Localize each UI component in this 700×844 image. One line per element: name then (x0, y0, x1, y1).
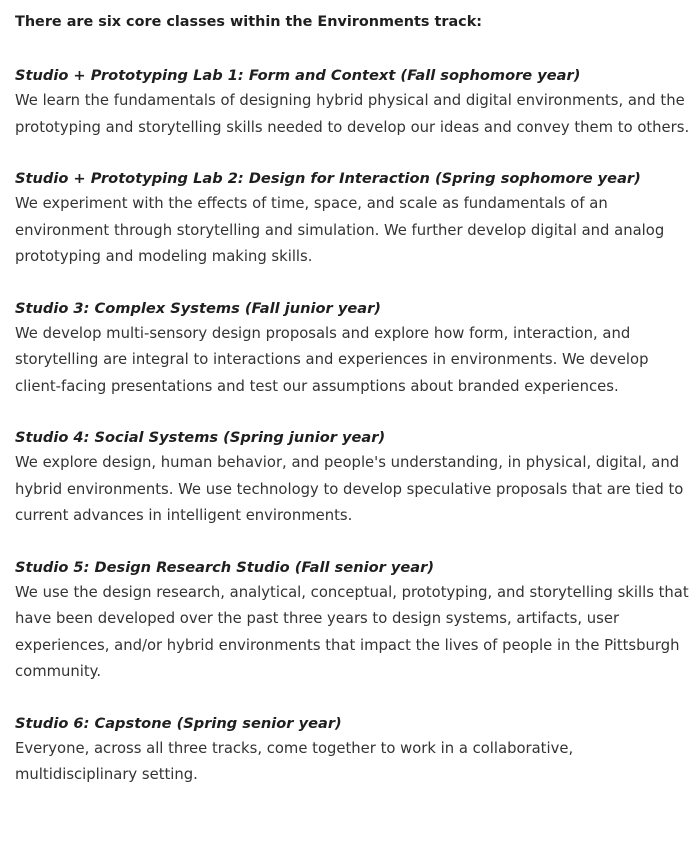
course-title: Studio 4: Social Systems (Spring junior year) (15, 429, 386, 446)
course-block (15, 296, 692, 401)
course-description: We use the design research, analytical, conceptual, prototyping, and storytelling skills that have been developed over the past three years to design systems, artifacts, user experiences, and/or hybrid environments that impact the lives of people in the Pittsburgh community. (15, 583, 689, 680)
course-description: We experiment with the effects of time, space, and scale as fundamentals of an environment through storytelling and simulation. We further develop digital and analog prototyping and modeling making skills. (15, 195, 665, 265)
course-block (15, 425, 692, 530)
course-title: Studio + Prototyping Lab 1: Form and Context (Fall sophomore year) (15, 67, 581, 84)
course-title: Studio 6: Capstone (Spring senior year) (15, 714, 342, 732)
course-block (15, 555, 692, 686)
course-description: We explore design, human behavior, and people's understanding, in physical, digital, and hybrid environments. We use technology to develop speculative proposals that are tied to current advances in intelligent environments. (15, 454, 684, 524)
course-description: Everyone, across all three tracks, come together to work in a collaborative, multidisciplinary setting. (15, 739, 574, 783)
course-block (15, 63, 692, 141)
course-description: We learn the fundamentals of designing hybrid physical and digital environments, and the prototyping and storytelling skills needed to develop our ideas and convey them to others. (15, 92, 690, 136)
course-title: Studio 3: Complex Systems (Fall junior year) (15, 299, 381, 317)
course-block (15, 711, 692, 789)
intro-heading: There are six core classes within the Environments track: (15, 14, 483, 30)
course-description: We develop multi-sensory design proposals and explore how form, interaction, and storytelling are integral to interactions and experiences in environments. We develop client-facing presentations and test our assumptions about branded experiences. (15, 324, 649, 395)
course-title: Studio 5: Design Research Studio (Fall senior year) (15, 558, 435, 576)
course-title: Studio + Prototyping Lab 2: Design for Interaction (Spring sophomore year) (15, 170, 641, 187)
course-block (15, 166, 692, 271)
